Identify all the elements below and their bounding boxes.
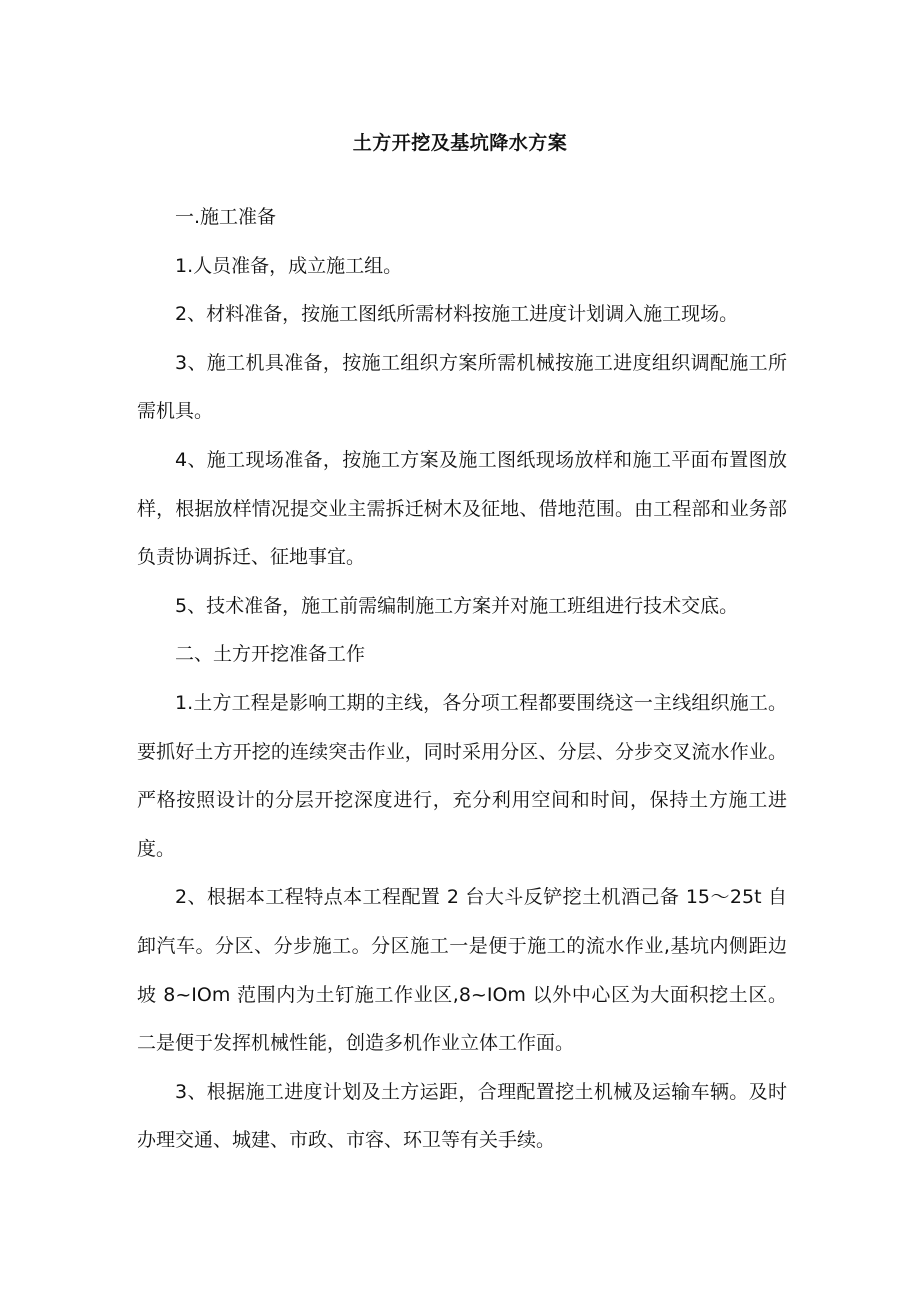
document-title: 土方开挖及基坑降水方案 — [352, 132, 568, 154]
paragraph-procedures: 3、根据施工进度计划及土方运距，合理配置挖土机械及运输车辆。及时办理交通、城建、市政、市容、环卫等有关手续。 — [137, 1080, 787, 1152]
paragraph-machinery: 3、施工机具准备，按施工组织方案所需机械按施工进度组织调配施工所需机具。 — [137, 351, 787, 423]
paragraph-materials: 2、材料准备，按施工图纸所需材料按施工进度计划调入施工现场。 — [175, 303, 739, 326]
paragraph-mainline: 1.土方工程是影响工期的主线，各分项工程都要围绕这一主线组织施工。要抓好土方开挖的连续突击作业，同时采用分区、分层、分步交叉流水作业。严格按照设计的分层开挖深度进行，充分利用空间和时间，保持土方施工进度。 — [137, 691, 787, 860]
section-heading-excavation: 二、土方开挖准备工作 — [175, 643, 366, 666]
paragraph-site: 4、施工现场准备，按施工方案及施工图纸现场放样和施工平面布置图放样，根据放样情况提交业主需拆迁树木及征地、借地范围。由工程部和业务部负责协调拆迁、征地事宜。 — [137, 448, 787, 569]
document-body — [137, 193, 787, 1165]
paragraph-technical: 5、技术准备，施工前需编制施工方案并对施工班组进行技术交底。 — [175, 594, 739, 617]
section-heading-preparation: 一.施工准备 — [175, 206, 277, 228]
paragraph-personnel: 1.人员准备，成立施工组。 — [175, 254, 403, 277]
paragraph-equipment: 2、根据本工程特点本工程配置 2 台大斗反铲挖土机酒己备 15～25t 自卸汽车。分区、分步施工。分区施工一是便于施工的流水作业,基坑内侧距边坡 8~IOm 范围内为土钉施工作业区,8~IOm 以外中心区为大面积挖土区。二是便于发挥机械性能，创造多机作业立体工作面。 — [137, 886, 787, 1055]
